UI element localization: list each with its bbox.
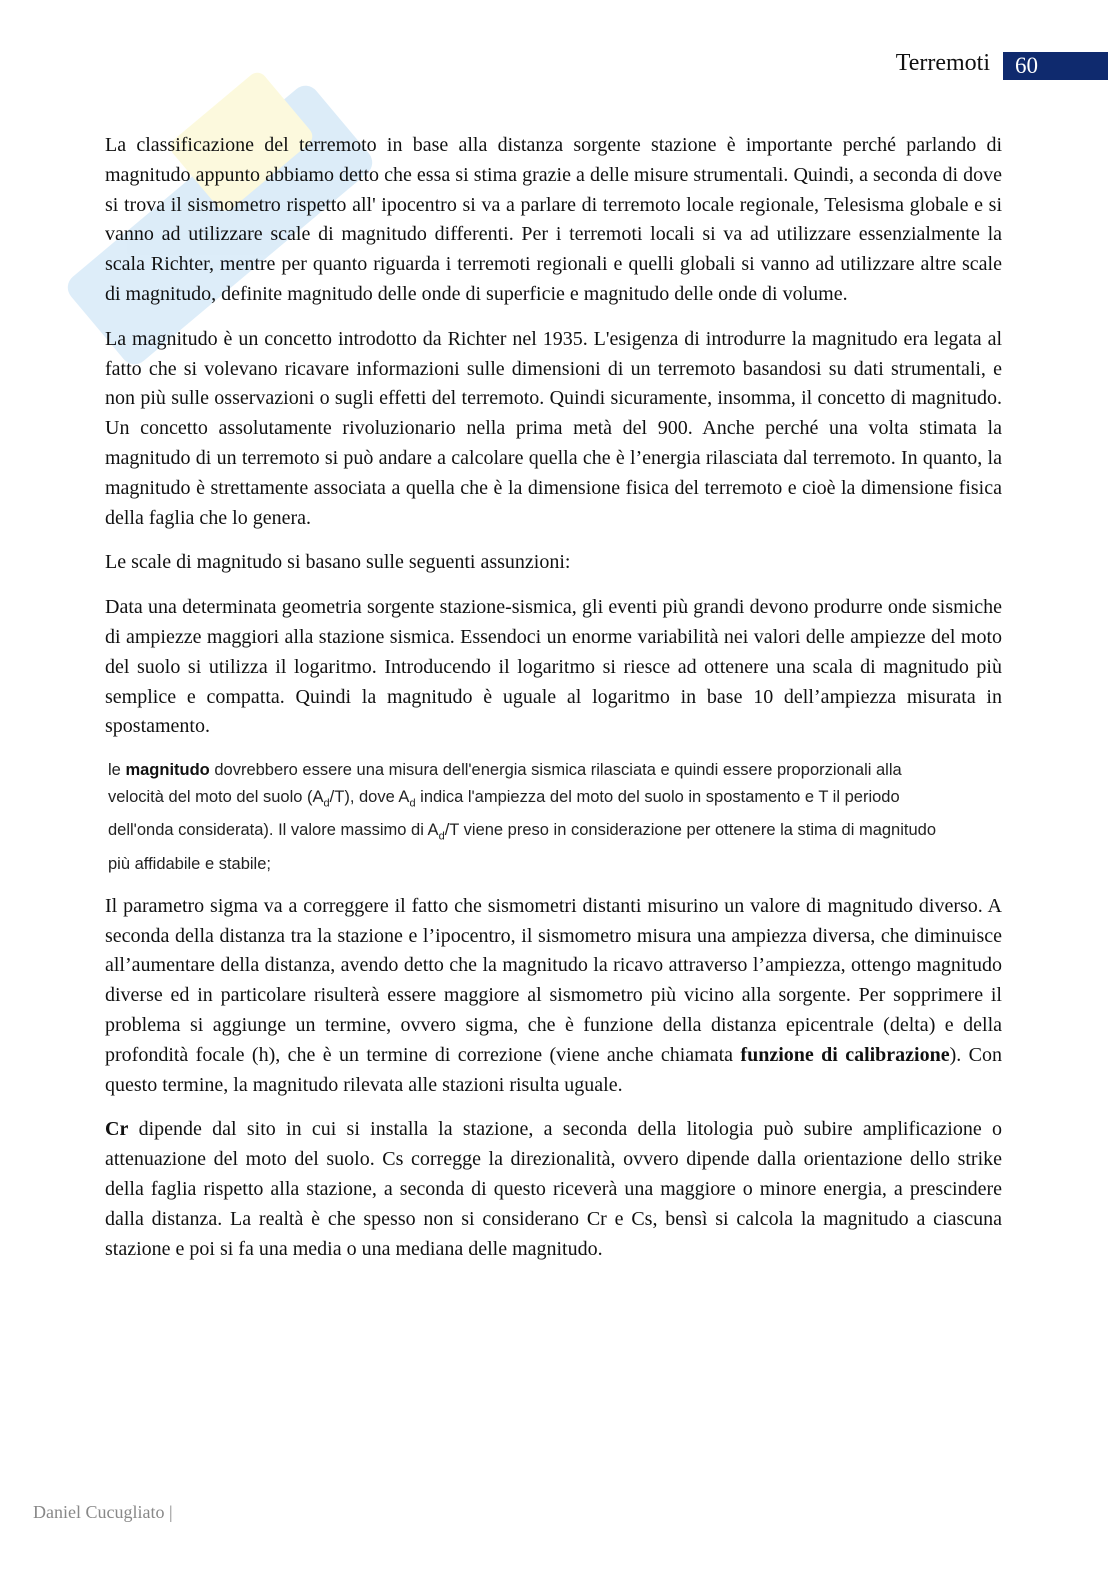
text: Il parametro sigma va a correggere il fatto che sismometri distanti misurino un valore di magnitudo diverso. A seconda della distanza tra la stazione e l’ipocentro, il sismometro misura una ampiezza diversa, che diminuisce all’aumentare della distanza, avendo detto che la magnitudo la ricavo attraverso l’ampiezza, ottengo magnitudo diverse ed in particolare risulterà essere maggiore al sismometro più vicino alla sorgente. Per sopprimere il problema si aggiunge un termine, ovvero sigma, che è funzione della distanza epicentrale (delta) e della profondità focale (h), che è un termine di correzione (viene anche chiamata — [105, 894, 1002, 1066]
header-title: Terremoti — [895, 50, 990, 76]
bold-term: Cr — [105, 1118, 129, 1141]
page-content — [105, 131, 1002, 1279]
bold-term: funzione di calibrazione — [740, 1043, 950, 1066]
text: ). Con questo termine, la magnitudo rilevata alle stazioni risulta uguale. — [105, 1043, 1002, 1096]
paragraph: La magnitudo è un concetto introdotto da Richter nel 1935. L'esigenza di introdurre la magnitudo era legata al fatto che si volevano ricavare informazioni sulle dimensioni di un terremoto basandosi su dati strumentali, e non più sulle osservazioni o sugli effetti del terremoto. Quindi sicuramente, insomma, il concetto di magnitudo. Un concetto assolutamente rivoluzionario nella prima metà del 900. Anche perché una volta stimata la magnitudo di un terremoto si può andare a calcolare quella che è l’energia rilasciata dal terremoto. In quanto, la magnitudo è strettamente associata a quella che è la dimensione fisica del terremoto e cioè la dimensione fisica della faglia che lo genera. — [105, 327, 1002, 529]
quote-text: /T viene preso in considerazione per ottenere la stima di magnitudo più affidabile e stabile; — [108, 821, 937, 873]
subscript: d — [438, 830, 445, 843]
quote-text: le — [108, 761, 126, 780]
subscript: d — [323, 797, 330, 810]
footer-author: Daniel Cucugliato | — [33, 1502, 173, 1522]
quote-text: indica l'ampiezza del moto del suolo in spostamento e T il periodo dell'onda considerata). Il valore massimo di A — [108, 788, 900, 840]
paragraph-cr — [105, 1115, 1002, 1264]
quote-bold: magnitudo — [125, 761, 210, 780]
paragraph-sigma — [105, 892, 1002, 1101]
paragraph: La classificazione del terremoto in base alla distanza sorgente stazione è importante perché parlando di magnitudo appunto abbiamo detto che essa si stima grazie a delle misure strumentali. Quindi, a seconda di dove si trova il sismometro rispetto all' ipocentro si va a parlare di terremoto locale regionale, Telesisma globale e si vanno ad utilizzare scale di magnitudo differenti. Per i terremoti locali si va ad utilizzare essenzialmente la scala Richter, mentre per quanto riguarda i terremoti regionali e quelli globali si vanno ad utilizzare altre scale di magnitudo, definite magnitudo delle onde di superficie e magnitudo delle onde di volume. — [105, 134, 1002, 305]
page-number: 60 — [1003, 52, 1108, 80]
paragraph: Le scale di magnitudo si basano sulle seguenti assunzioni: — [105, 551, 571, 574]
text: dipende dal sito in cui si installa la stazione, a seconda della litologia può subire amplificazione o attenuazione del moto del suolo. Cs corregge la direzionalità, ovvero dipende dalla orientazione dello strike della faglia rispetto alla stazione, a seconda di questo riceverà una maggiore o minore energia, a prescindere dalla distanza. La realtà è che spesso non si considerano Cr e Cs, bensì si calcola la magnitudo a ciascuna stazione e poi si fa una media o una mediana delle magnitudo. — [105, 1118, 1002, 1260]
embedded-quote-image — [108, 757, 948, 878]
subscript: d — [409, 797, 416, 810]
quote-text: /T), dove A — [329, 788, 410, 807]
paragraph: Data una determinata geometria sorgente stazione-sismica, gli eventi più grandi devono produrre onde sismiche di ampiezze maggiori alla stazione sismica. Essendoci un enorme variabilità nei valori delle ampiezze del moto del suolo si utilizza il logaritmo. Introducendo il logaritmo si riesce ad ottenere una scala di magnitudo più semplice e compatta. Quindi la magnitudo è uguale al logaritmo in base 10 dell’ampiezza misurata in spostamento. — [105, 596, 1002, 738]
quote-text: dovrebbero essere una misura dell'energia sismica rilasciata e quindi essere proporzionali alla velocità del moto del suolo (A — [108, 761, 902, 807]
